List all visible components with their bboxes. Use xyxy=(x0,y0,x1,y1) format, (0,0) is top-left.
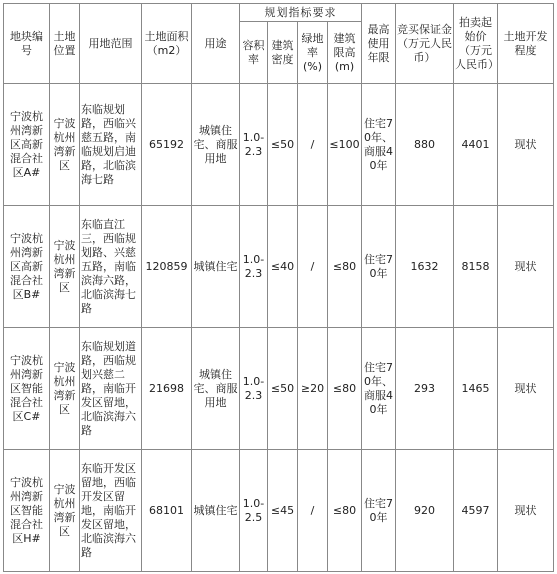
cell-far: 1.0-2.3 xyxy=(240,84,268,206)
cell-status: 现状 xyxy=(498,328,554,450)
header-deposit: 竞买保证金（万元人民币） xyxy=(396,4,454,84)
cell-location: 宁波杭州湾新区 xyxy=(50,206,80,328)
cell-density: ≤50 xyxy=(268,84,298,206)
cell-density: ≤50 xyxy=(268,328,298,450)
cell-usage: 城镇住宅、商服用地 xyxy=(192,328,240,450)
cell-green: / xyxy=(298,206,328,328)
cell-location: 宁波杭州湾新区 xyxy=(50,450,80,572)
cell-area: 120859 xyxy=(142,206,192,328)
cell-scope: 东临开发区留地，西临开发区留地，南临开发区留地，北临滨海六路 xyxy=(80,450,142,572)
cell-green: ≥20 xyxy=(298,328,328,450)
cell-far: 1.0-2.3 xyxy=(240,328,268,450)
cell-plot-id: 宁波杭州湾新区智能混合社区H# xyxy=(4,450,50,572)
table-row xyxy=(4,328,554,450)
header-status: 土地开发程度 xyxy=(498,4,554,84)
cell-deposit: 1632 xyxy=(396,206,454,328)
cell-status: 现状 xyxy=(498,84,554,206)
cell-location: 宁波杭州湾新区 xyxy=(50,84,80,206)
cell-height: ≤100 xyxy=(328,84,362,206)
cell-density: ≤45 xyxy=(268,450,298,572)
header-usage: 用途 xyxy=(192,4,240,84)
header-far: 容积率 xyxy=(240,22,268,84)
header-start-price: 拍卖起始价（万元人民币） xyxy=(454,4,498,84)
cell-years: 住宅70年、商服40年 xyxy=(362,328,396,450)
header-plan: 规划指标要求 xyxy=(240,4,362,22)
header-years: 最高使用年限 xyxy=(362,4,396,84)
cell-deposit: 880 xyxy=(396,84,454,206)
cell-start-price: 1465 xyxy=(454,328,498,450)
cell-far: 1.0-2.3 xyxy=(240,206,268,328)
cell-area: 21698 xyxy=(142,328,192,450)
cell-green: / xyxy=(298,84,328,206)
cell-area: 65192 xyxy=(142,84,192,206)
header-row xyxy=(4,4,554,22)
cell-usage: 城镇住宅 xyxy=(192,450,240,572)
table-row xyxy=(4,206,554,328)
cell-green: / xyxy=(298,450,328,572)
cell-start-price: 8158 xyxy=(454,206,498,328)
header-area: 土地面积（m2） xyxy=(142,4,192,84)
cell-years: 住宅70年 xyxy=(362,206,396,328)
cell-height: ≤80 xyxy=(328,206,362,328)
cell-height: ≤80 xyxy=(328,450,362,572)
cell-far: 1.0-2.5 xyxy=(240,450,268,572)
cell-years: 住宅70年、商服40年 xyxy=(362,84,396,206)
cell-usage: 城镇住宅、商服用地 xyxy=(192,84,240,206)
cell-plot-id: 宁波杭州湾新区高新混合社区A# xyxy=(4,84,50,206)
cell-usage: 城镇住宅 xyxy=(192,206,240,328)
land-auction-table xyxy=(3,3,554,572)
header-density: 建筑密度 xyxy=(268,22,298,84)
cell-status: 现状 xyxy=(498,206,554,328)
cell-start-price: 4597 xyxy=(454,450,498,572)
cell-location: 宁波杭州湾新区 xyxy=(50,328,80,450)
cell-years: 住宅70年 xyxy=(362,450,396,572)
cell-height: ≤80 xyxy=(328,328,362,450)
header-green: 绿地率(%) xyxy=(298,22,328,84)
cell-scope: 东临规划道路，西临规划兴慈二路，南临开发区留地，北临滨海六路 xyxy=(80,328,142,450)
header-location: 土地位置 xyxy=(50,4,80,84)
header-plot-id: 地块编号 xyxy=(4,4,50,84)
cell-deposit: 293 xyxy=(396,328,454,450)
cell-deposit: 920 xyxy=(396,450,454,572)
cell-status: 现状 xyxy=(498,450,554,572)
cell-start-price: 4401 xyxy=(454,84,498,206)
cell-scope: 东临直江三，西临规划路、兴慈五路，南临滨海六路，北临滨海七路 xyxy=(80,206,142,328)
cell-density: ≤40 xyxy=(268,206,298,328)
cell-scope: 东临规划路，西临兴慈五路，南临规划启迪路，北临滨海七路 xyxy=(80,84,142,206)
header-scope: 用地范围 xyxy=(80,4,142,84)
cell-plot-id: 宁波杭州湾新区智能混合社区C# xyxy=(4,328,50,450)
cell-area: 68101 xyxy=(142,450,192,572)
header-height: 建筑限高(m) xyxy=(328,22,362,84)
table-row xyxy=(4,450,554,572)
cell-plot-id: 宁波杭州湾新区高新混合社区B# xyxy=(4,206,50,328)
table-row xyxy=(4,84,554,206)
